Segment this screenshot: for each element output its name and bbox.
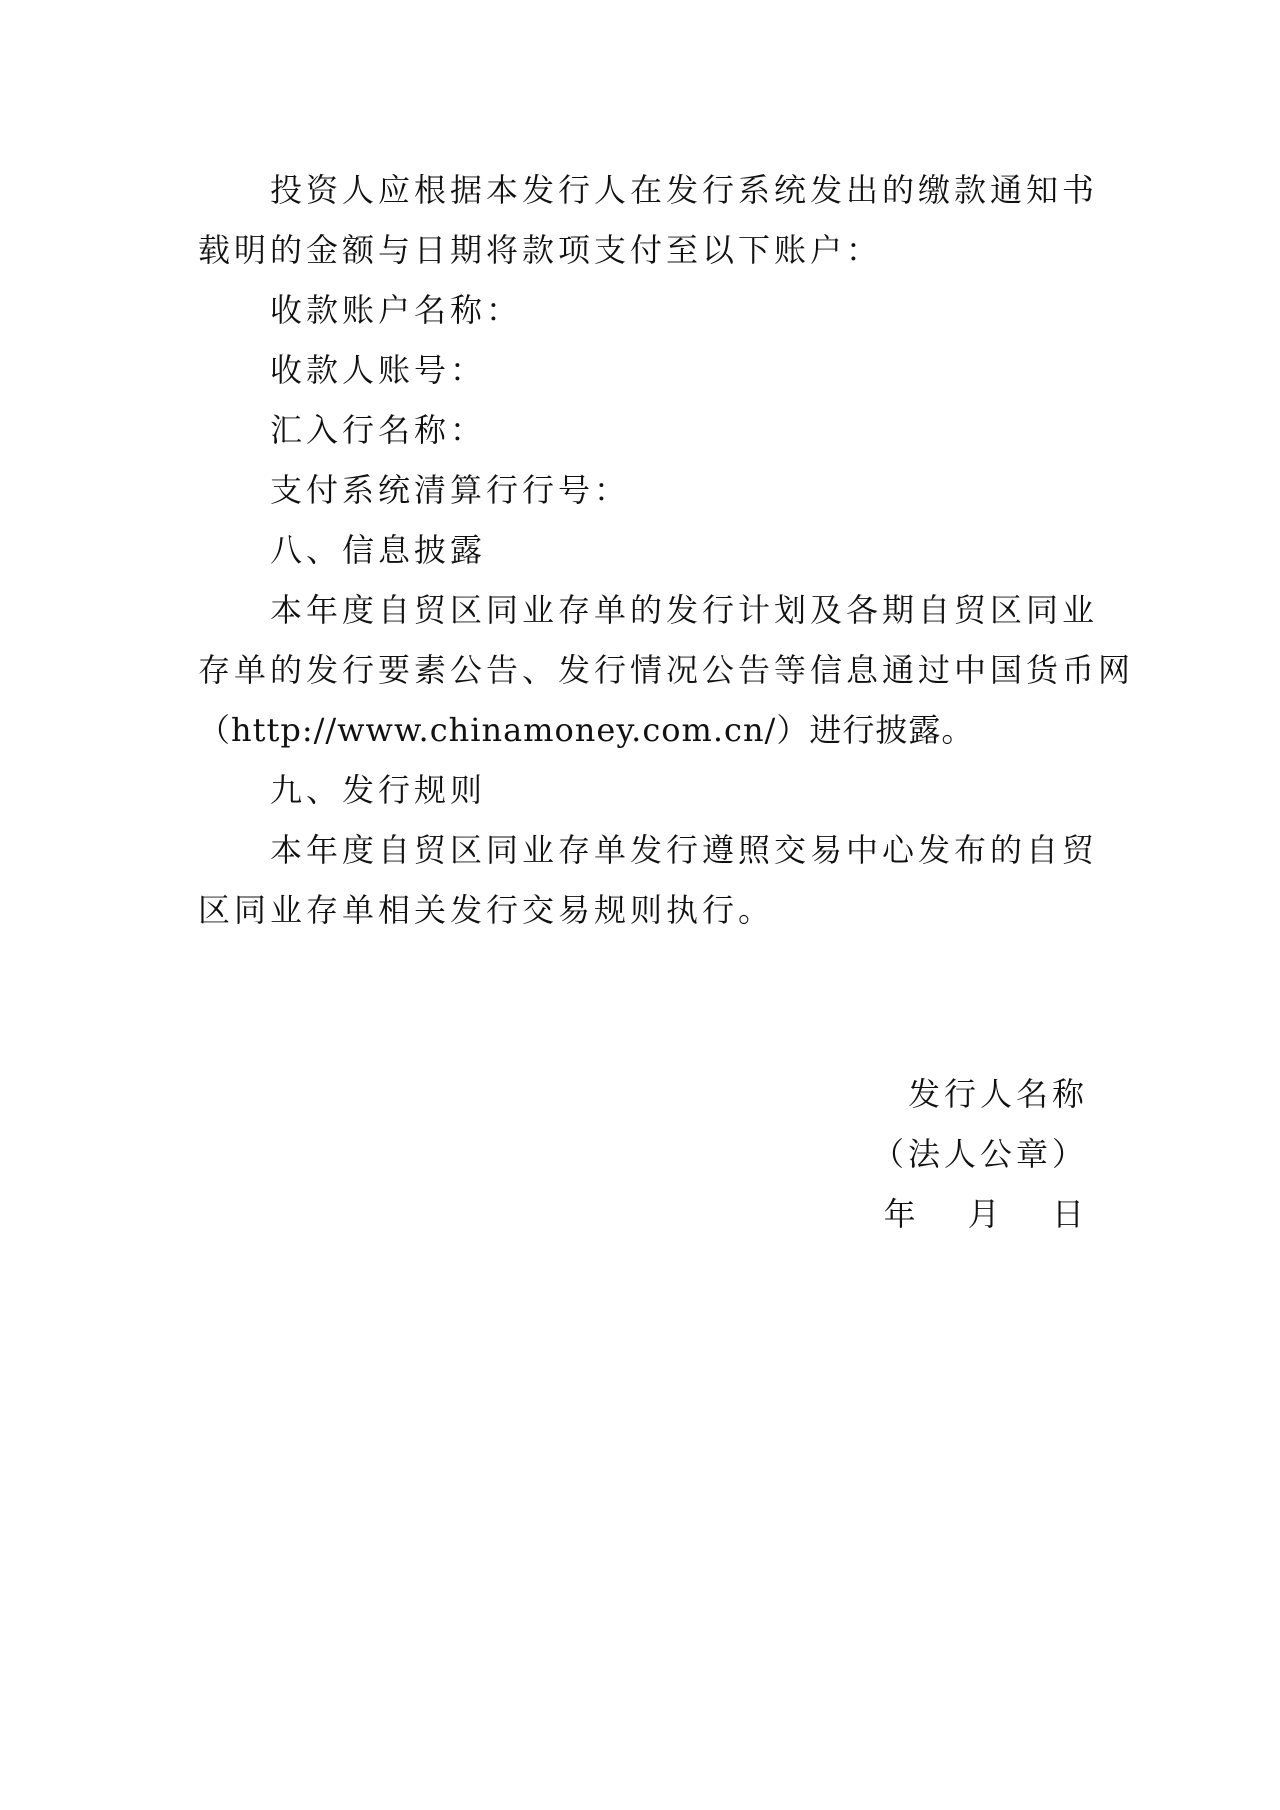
document-body <box>198 160 1135 940</box>
issuer-name: 发行人名称 <box>907 1075 1088 1113</box>
section-8-line-2: 存单的发行要素公告、发行情况公告等信息通过中国货币网 <box>198 651 1135 689</box>
section-8-line-3: （http://www.chinamoney.com.cn/）进行披露。 <box>198 711 975 749</box>
year-label: 年 <box>883 1195 920 1233</box>
section-8-heading: 八、信息披露 <box>270 531 487 569</box>
payment-instruction-line-2: 载明的金额与日期将款项支付至以下账户： <box>198 231 883 269</box>
signature-block <box>872 1064 1088 1244</box>
legal-seal-label: （法人公章） <box>871 1135 1088 1173</box>
section-9-line-1: 本年度自贸区同业存单发行遵照交易中心发布的自贸 <box>270 831 1099 869</box>
date-line <box>872 1184 1088 1244</box>
section-8-line-1: 本年度自贸区同业存单的发行计划及各期自贸区同业 <box>270 591 1099 629</box>
day-label: 日 <box>1051 1195 1088 1233</box>
month-label: 月 <box>967 1195 1004 1233</box>
section-9-heading: 九、发行规则 <box>270 771 487 809</box>
payment-instruction-line-1: 投资人应根据本发行人在发行系统发出的缴款通知书 <box>270 171 1099 209</box>
account-number-label: 收款人账号： <box>270 351 487 389</box>
clearing-number-label: 支付系统清算行行号： <box>270 471 631 509</box>
bank-name-label: 汇入行名称： <box>270 411 487 449</box>
account-name-label: 收款账户名称： <box>270 291 523 329</box>
section-9-line-2: 区同业存单相关发行交易规则执行。 <box>198 891 775 929</box>
